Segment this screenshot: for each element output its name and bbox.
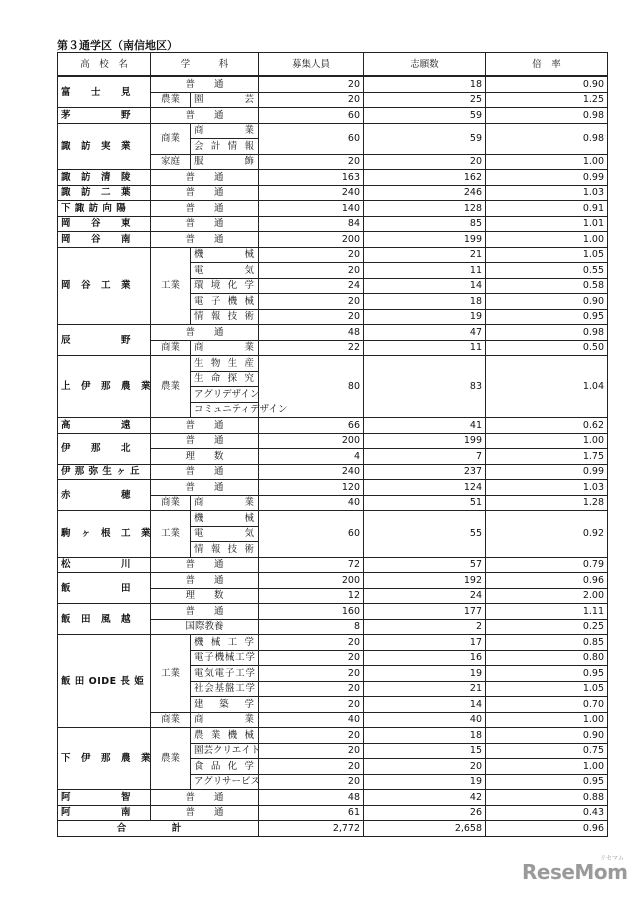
school-name: 飯 田: [58, 573, 151, 604]
table-row: [58, 573, 608, 589]
course-subject: 機 械: [191, 511, 259, 527]
applicants-value: 47: [364, 325, 486, 341]
course-category: 普 通: [151, 418, 259, 434]
course-category: 家庭: [151, 154, 191, 170]
capacity-value: 80: [259, 356, 364, 418]
table-row: [58, 325, 608, 341]
table-body: [58, 76, 608, 821]
resemom-logo-kana: リセマム: [600, 855, 624, 862]
ratio-value: 0.90: [486, 76, 608, 92]
table-row: [58, 635, 608, 651]
capacity-value: 60: [259, 511, 364, 558]
ratio-value: 0.75: [486, 743, 608, 759]
applicants-value: 14: [364, 697, 486, 713]
capacity-value: 20: [259, 759, 364, 775]
capacity-value: 8: [259, 619, 364, 635]
course-subject: 商 業: [191, 123, 259, 139]
school-name: 伊 那 北: [58, 433, 151, 464]
school-name: 伊 那 弥 生 ヶ 丘: [58, 464, 151, 480]
capacity-value: 200: [259, 573, 364, 589]
header-capacity: 募集人員: [259, 53, 364, 77]
applicants-value: 14: [364, 278, 486, 294]
capacity-value: 4: [259, 449, 364, 465]
capacity-value: 60: [259, 108, 364, 124]
ratio-value: 0.98: [486, 325, 608, 341]
applicants-value: 7: [364, 449, 486, 465]
course-category: 普 通: [151, 325, 259, 341]
applicants-value: 55: [364, 511, 486, 558]
applicants-value: 11: [364, 340, 486, 356]
course-subject: 商 業: [191, 712, 259, 728]
ratio-value: 1.00: [486, 759, 608, 775]
school-name: 諏 訪 実 業: [58, 123, 151, 170]
capacity-value: 20: [259, 666, 364, 682]
course-category: 普 通: [151, 216, 259, 232]
school-name: 岡 谷 工 業: [58, 247, 151, 325]
course-subject: 農 業 機 械: [191, 728, 259, 744]
table-row: [58, 247, 608, 263]
course-subject: アグリサービス: [191, 774, 259, 790]
ratio-value: 0.92: [486, 511, 608, 558]
ratio-value: 0.88: [486, 790, 608, 806]
table-row: [58, 216, 608, 232]
applicants-value: 26: [364, 805, 486, 821]
applicants-value: 21: [364, 247, 486, 263]
capacity-value: 200: [259, 232, 364, 248]
table-row: [58, 728, 608, 744]
applicants-value: 42: [364, 790, 486, 806]
header-applicants: 志願数: [364, 53, 486, 77]
applicants-value: 20: [364, 759, 486, 775]
course-category: 普 通: [151, 108, 259, 124]
capacity-value: 20: [259, 728, 364, 744]
ratio-value: 1.00: [486, 232, 608, 248]
applicants-value: 17: [364, 635, 486, 651]
school-name: 高 遠: [58, 418, 151, 434]
course-subject: 生 物 生 産: [191, 356, 259, 372]
total-label: 合 計: [58, 821, 259, 837]
course-subject: 電 気: [191, 526, 259, 542]
school-name: 富 士 見: [58, 76, 151, 108]
course-subject: 電 気: [191, 263, 259, 279]
course-category: 商業: [151, 123, 191, 154]
ratio-value: 0.58: [486, 278, 608, 294]
applicants-value: 124: [364, 480, 486, 496]
ratio-value: 1.03: [486, 480, 608, 496]
school-name: 岡 谷 南: [58, 232, 151, 248]
resemom-logo: ReseMom: [522, 860, 628, 884]
course-subject: 情 報 技 術: [191, 542, 259, 558]
course-category: 工業: [151, 511, 191, 558]
capacity-value: 240: [259, 185, 364, 201]
ratio-value: 0.62: [486, 418, 608, 434]
table-row: [58, 511, 608, 527]
course-category: 工業: [151, 247, 191, 325]
capacity-value: 20: [259, 263, 364, 279]
ratio-value: 0.79: [486, 557, 608, 573]
applicants-value: 51: [364, 495, 486, 511]
capacity-value: 20: [259, 681, 364, 697]
course-category: 理 数: [151, 588, 259, 604]
course-subject: 機 械: [191, 247, 259, 263]
course-category: 農業: [151, 92, 191, 108]
course-subject: コミュニティデザイン: [191, 402, 259, 418]
ratio-value: 0.95: [486, 309, 608, 325]
ratio-value: 0.85: [486, 635, 608, 651]
school-name: 上 伊 那 農 業: [58, 356, 151, 418]
capacity-value: 20: [259, 774, 364, 790]
applicants-value: 19: [364, 666, 486, 682]
school-name: 松 川: [58, 557, 151, 573]
applicants-value: 177: [364, 604, 486, 620]
ratio-value: 1.00: [486, 433, 608, 449]
course-category: 普 通: [151, 480, 259, 496]
applicants-value: 2: [364, 619, 486, 635]
applicants-value: 40: [364, 712, 486, 728]
ratio-value: 0.98: [486, 108, 608, 124]
ratio-value: 0.43: [486, 805, 608, 821]
ratio-value: 1.05: [486, 681, 608, 697]
course-category: 普 通: [151, 185, 259, 201]
ratio-value: 0.98: [486, 123, 608, 154]
school-name: 辰 野: [58, 325, 151, 356]
capacity-value: 120: [259, 480, 364, 496]
capacity-value: 20: [259, 635, 364, 651]
course-category: 商業: [151, 712, 191, 728]
table-row: [58, 123, 608, 139]
capacity-value: 20: [259, 650, 364, 666]
course-category: 工業: [151, 635, 191, 713]
ratio-value: 0.96: [486, 573, 608, 589]
ratio-value: 1.11: [486, 604, 608, 620]
school-name: 飯 田 風 越: [58, 604, 151, 635]
applicants-value: 24: [364, 588, 486, 604]
table-row: [58, 805, 608, 821]
course-subject: 服 飾: [191, 154, 259, 170]
ratio-value: 1.25: [486, 92, 608, 108]
applicants-value: 20: [364, 154, 486, 170]
course-subject: 電気電子工学: [191, 666, 259, 682]
table-row: [58, 557, 608, 573]
school-name: 岡 谷 東: [58, 216, 151, 232]
capacity-value: 12: [259, 588, 364, 604]
capacity-value: 72: [259, 557, 364, 573]
ratio-value: 0.90: [486, 728, 608, 744]
ratio-value: 0.95: [486, 774, 608, 790]
course-subject: アグリデザイン: [191, 387, 259, 403]
admissions-table: [57, 52, 608, 837]
course-subject: 機 械 工 学: [191, 635, 259, 651]
header-school: 高 校 名: [58, 53, 151, 77]
course-category: 農業: [151, 728, 191, 790]
capacity-value: 84: [259, 216, 364, 232]
applicants-value: 57: [364, 557, 486, 573]
table-row: [58, 185, 608, 201]
ratio-value: 0.95: [486, 666, 608, 682]
course-category: 普 通: [151, 464, 259, 480]
capacity-value: 20: [259, 76, 364, 92]
course-subject: 会 計 情 報: [191, 139, 259, 155]
course-subject: 環 境 化 学: [191, 278, 259, 294]
applicants-value: 21: [364, 681, 486, 697]
table-row: [58, 480, 608, 496]
course-category: 商業: [151, 340, 191, 356]
course-subject: 情 報 技 術: [191, 309, 259, 325]
course-subject: 建 築 学: [191, 697, 259, 713]
capacity-value: 20: [259, 309, 364, 325]
course-subject: 生 命 探 究: [191, 371, 259, 387]
capacity-value: 20: [259, 247, 364, 263]
applicants-value: 199: [364, 232, 486, 248]
course-category: 普 通: [151, 201, 259, 217]
school-name: 諏 訪 清 陵: [58, 170, 151, 186]
course-category: 理 数: [151, 449, 259, 465]
ratio-value: 0.25: [486, 619, 608, 635]
school-name: 阿 南: [58, 805, 151, 821]
applicants-value: 83: [364, 356, 486, 418]
applicants-value: 85: [364, 216, 486, 232]
capacity-value: 20: [259, 154, 364, 170]
ratio-value: 0.91: [486, 201, 608, 217]
capacity-value: 61: [259, 805, 364, 821]
school-name: 諏 訪 二 葉: [58, 185, 151, 201]
capacity-value: 160: [259, 604, 364, 620]
table-row: [58, 433, 608, 449]
table-row: [58, 604, 608, 620]
school-name: 飯 田 OIDE 長 姫: [58, 635, 151, 728]
course-subject: 園 芸: [191, 92, 259, 108]
school-name: 阿 智: [58, 790, 151, 806]
capacity-value: 240: [259, 464, 364, 480]
ratio-value: 2.00: [486, 588, 608, 604]
school-name: 赤 穂: [58, 480, 151, 511]
capacity-value: 20: [259, 697, 364, 713]
course-subject: 社会基盤工学: [191, 681, 259, 697]
course-category: 普 通: [151, 604, 259, 620]
capacity-value: 200: [259, 433, 364, 449]
applicants-value: 59: [364, 123, 486, 154]
capacity-value: 48: [259, 325, 364, 341]
applicants-value: 128: [364, 201, 486, 217]
capacity-value: 140: [259, 201, 364, 217]
course-subject: 商 業: [191, 495, 259, 511]
applicants-value: 19: [364, 309, 486, 325]
school-name: 茅 野: [58, 108, 151, 124]
school-name: 駒 ヶ 根 工 業: [58, 511, 151, 558]
applicants-value: 25: [364, 92, 486, 108]
ratio-value: 1.00: [486, 154, 608, 170]
course-category: 普 通: [151, 573, 259, 589]
applicants-value: 41: [364, 418, 486, 434]
course-subject: 食 品 化 学: [191, 759, 259, 775]
course-category: 国際教養: [151, 619, 259, 635]
table-row: [58, 356, 608, 372]
capacity-value: 60: [259, 123, 364, 154]
capacity-value: 22: [259, 340, 364, 356]
course-category: 普 通: [151, 232, 259, 248]
course-subject: 電子機械工学: [191, 650, 259, 666]
capacity-value: 48: [259, 790, 364, 806]
applicants-value: 59: [364, 108, 486, 124]
table-row: [58, 108, 608, 124]
table-row: [58, 464, 608, 480]
ratio-value: 1.00: [486, 712, 608, 728]
table-row: [58, 201, 608, 217]
ratio-value: 1.03: [486, 185, 608, 201]
capacity-value: 24: [259, 278, 364, 294]
course-category: 普 通: [151, 790, 259, 806]
table-row: [58, 170, 608, 186]
capacity-value: 20: [259, 92, 364, 108]
capacity-value: 20: [259, 743, 364, 759]
header-row: [58, 53, 608, 77]
ratio-value: 0.99: [486, 464, 608, 480]
applicants-value: 15: [364, 743, 486, 759]
capacity-value: 40: [259, 495, 364, 511]
table-row: [58, 76, 608, 92]
course-subject: 商 業: [191, 340, 259, 356]
ratio-value: 1.01: [486, 216, 608, 232]
school-name: 下 諏 訪 向 陽: [58, 201, 151, 217]
ratio-value: 0.55: [486, 263, 608, 279]
total-applicants: 2,658: [364, 821, 486, 837]
ratio-value: 1.04: [486, 356, 608, 418]
ratio-value: 0.90: [486, 294, 608, 310]
applicants-value: 19: [364, 774, 486, 790]
applicants-value: 11: [364, 263, 486, 279]
applicants-value: 16: [364, 650, 486, 666]
course-category: 普 通: [151, 557, 259, 573]
ratio-value: 0.50: [486, 340, 608, 356]
applicants-value: 18: [364, 294, 486, 310]
header-ratio: 倍 率: [486, 53, 608, 77]
course-category: 農業: [151, 356, 191, 418]
table-row: [58, 790, 608, 806]
capacity-value: 163: [259, 170, 364, 186]
page-title: 第３通学区（南信地区）: [57, 39, 178, 52]
applicants-value: 199: [364, 433, 486, 449]
course-category: 普 通: [151, 76, 259, 92]
course-category: 普 通: [151, 170, 259, 186]
applicants-value: 192: [364, 573, 486, 589]
ratio-value: 0.80: [486, 650, 608, 666]
school-name: 下 伊 那 農 業: [58, 728, 151, 790]
applicants-value: 237: [364, 464, 486, 480]
total-capacity: 2,772: [259, 821, 364, 837]
header-course: 学 科: [151, 53, 259, 77]
capacity-value: 66: [259, 418, 364, 434]
table-row: [58, 418, 608, 434]
applicants-value: 18: [364, 728, 486, 744]
total-row: [58, 821, 608, 837]
course-subject: 園芸クリエイト: [191, 743, 259, 759]
ratio-value: 1.75: [486, 449, 608, 465]
course-category: 商業: [151, 495, 191, 511]
course-category: 普 通: [151, 433, 259, 449]
ratio-value: 1.28: [486, 495, 608, 511]
total-ratio: 0.96: [486, 821, 608, 837]
course-category: 普 通: [151, 805, 259, 821]
table-row: [58, 232, 608, 248]
ratio-value: 0.70: [486, 697, 608, 713]
ratio-value: 1.05: [486, 247, 608, 263]
course-subject: 電 子 機 械: [191, 294, 259, 310]
applicants-value: 246: [364, 185, 486, 201]
capacity-value: 20: [259, 294, 364, 310]
applicants-value: 162: [364, 170, 486, 186]
capacity-value: 40: [259, 712, 364, 728]
applicants-value: 18: [364, 76, 486, 92]
ratio-value: 0.99: [486, 170, 608, 186]
